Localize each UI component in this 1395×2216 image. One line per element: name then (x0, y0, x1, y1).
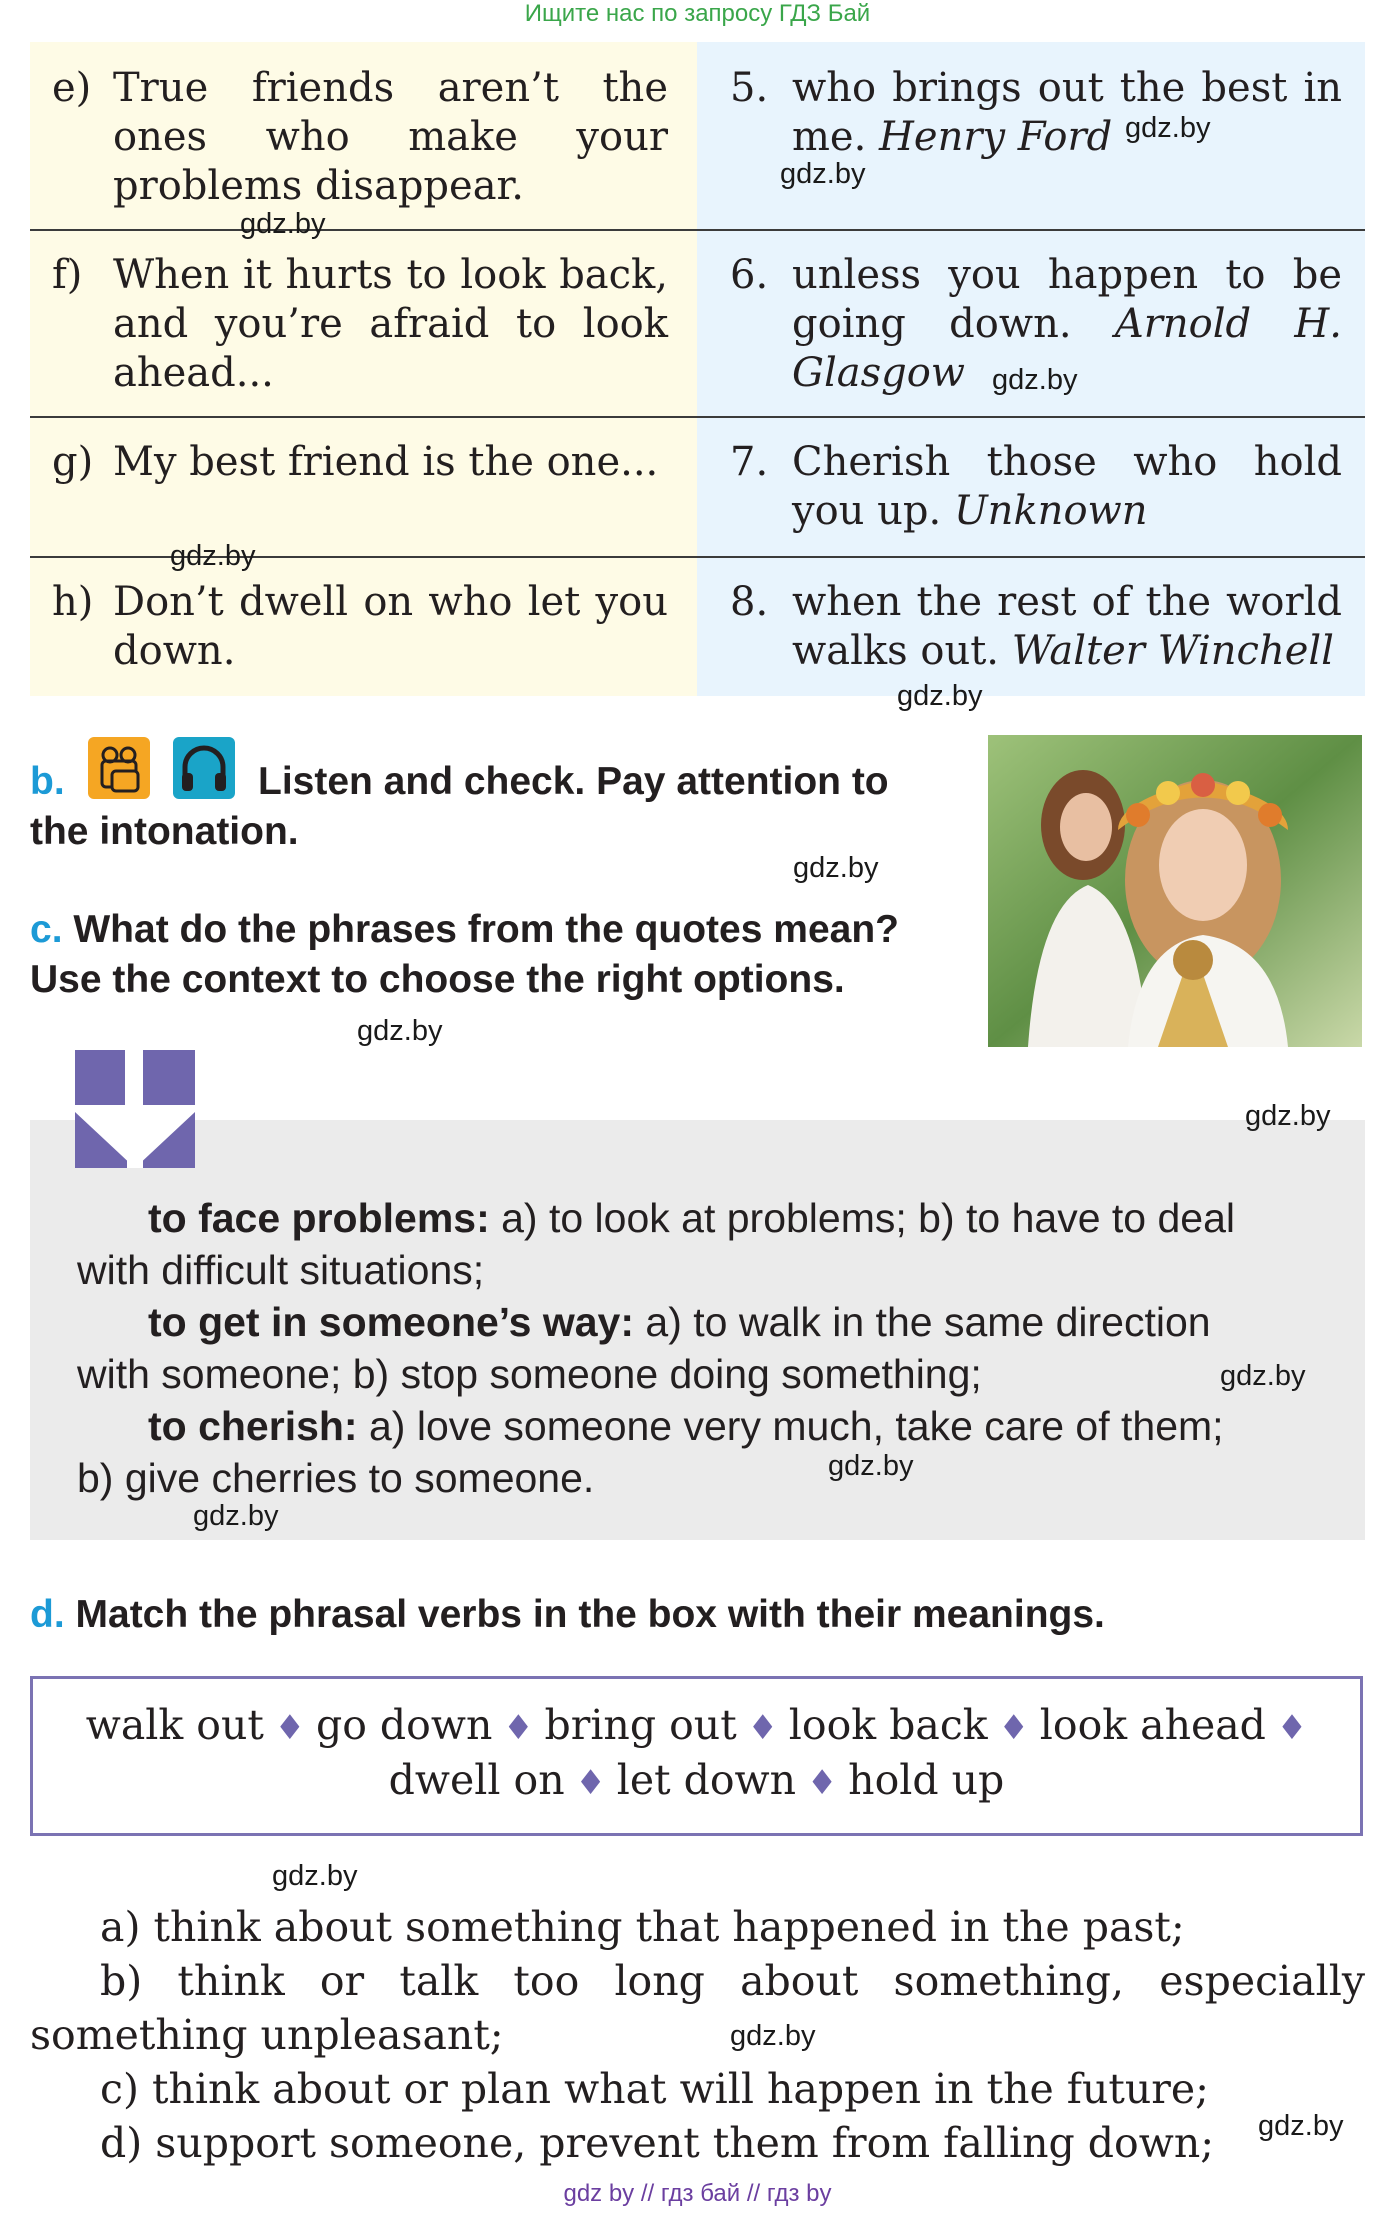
watermark: gdz.by (240, 208, 326, 240)
phrasal-verbs-line1 (33, 1701, 1360, 1749)
watermark: gdz.by (1258, 2110, 1344, 2142)
quote-right-text: unless you happen to be going down. Arnold H. Glasgow (792, 252, 1343, 396)
meaning-d: d) support someone, prevent them from falling down; (100, 2119, 1215, 2167)
section-c-line2: Use the context to choose the right options. (30, 958, 845, 1001)
down-arrow-icon (75, 1050, 195, 1168)
section-b-line2: the intonation. (30, 810, 299, 853)
quote-author: Walter Winchell (1011, 628, 1334, 674)
section-b-letter: b. (30, 760, 65, 803)
quote-row (30, 231, 1365, 417)
quote-letter: e) (52, 65, 92, 111)
girls-wreath-photo (988, 735, 1362, 1047)
meaning-c: c) think about or plan what will happen in the future; (100, 2065, 1209, 2113)
option-get-in-way-line1: to get in someone’s way: a) to walk in the same direction (148, 1299, 1211, 1345)
quote-number: 6. (730, 252, 769, 298)
watermark: gdz.by (793, 852, 879, 884)
quote-letter: f) (52, 252, 83, 298)
diamond-separator-icon: ♦ (492, 1708, 545, 1748)
quote-right-text: Cherish those who hold you up. Unknown (792, 439, 1342, 534)
quote-letter: g) (52, 439, 94, 485)
phrasal-verb: let down (616, 1756, 797, 1804)
quote-letter: h) (52, 579, 94, 625)
option-cherish-line1: to cherish: a) love someone very much, take care of them; (148, 1403, 1224, 1449)
headphones-icon (173, 737, 235, 799)
watermark: gdz.by (828, 1450, 914, 1482)
phrasal-verb: bring out (544, 1701, 737, 1749)
quote-author: Unknown (953, 488, 1148, 534)
diamond-separator-icon: ♦ (736, 1708, 789, 1748)
quote-row (30, 418, 1365, 557)
option-face-problems-line1: to face problems: a) to look at problems; b) to have to deal (148, 1195, 1235, 1241)
meaning-b-line2: something unpleasant; (30, 2011, 504, 2059)
group-work-icon (88, 737, 150, 799)
option-get-in-way-line2: with someone; b) stop someone doing something; (77, 1351, 982, 1397)
quote-left-text: When it hurts to look back, and you’re afraid to look ahead... (113, 252, 668, 396)
quote-author: Arnold H. Glasgow (792, 301, 1343, 396)
quote-left-text: My best friend is the one... (113, 439, 659, 485)
watermark: gdz.by (170, 540, 256, 572)
diamond-separator-icon: ♦ (263, 1708, 316, 1748)
phrasal-verbs-line2 (33, 1756, 1360, 1804)
diamond-separator-icon: ♦ (1265, 1708, 1308, 1748)
quote-row (30, 558, 1365, 696)
meaning-b-line1: b) think or talk too long about something, especially (100, 1957, 1365, 2005)
section-c-line1: c. What do the phrases from the quotes mean? (30, 908, 899, 951)
option-cherish-line2: b) give cherries to someone. (77, 1455, 595, 1501)
phrasal-verb: go down (315, 1701, 493, 1749)
phrasal-verb: hold up (848, 1756, 1005, 1804)
watermark: gdz.by (1245, 1100, 1331, 1132)
footer-links[interactable]: gdz by // гдз бай // гдз by (563, 2180, 832, 2207)
phrasal-verb: look ahead (1039, 1701, 1266, 1749)
phrasal-verb: dwell on (388, 1756, 565, 1804)
quote-right-text: who brings out the best in me. Henry Ford (792, 65, 1342, 160)
quote-number: 7. (730, 439, 769, 485)
watermark: gdz.by (1220, 1360, 1306, 1392)
quote-right-text: when the rest of the world walks out. Walter Winchell (792, 579, 1342, 674)
quote-author: Henry Ford (879, 114, 1113, 160)
diamond-separator-icon: ♦ (564, 1763, 617, 1803)
quote-left-text: True friends aren’t the ones who make your problems disappear. (113, 65, 668, 209)
watermark: gdz.by (992, 364, 1078, 396)
phrasal-verb: look back (788, 1701, 988, 1749)
watermark: gdz.by (730, 2020, 816, 2052)
diamond-separator-icon: ♦ (987, 1708, 1040, 1748)
watermark: gdz.by (897, 680, 983, 712)
phrasal-verb: walk out (85, 1701, 264, 1749)
watermark: gdz.by (780, 158, 866, 190)
watermark: gdz.by (357, 1015, 443, 1047)
section-b-line1: Listen and check. Pay attention to (258, 760, 889, 803)
quote-number: 5. (730, 65, 769, 111)
quote-number: 8. (730, 579, 769, 625)
meaning-a: a) think about something that happened in the past; (100, 1903, 1185, 1951)
watermark: gdz.by (193, 1500, 279, 1532)
watermark: gdz.by (272, 1860, 358, 1892)
phrasal-verbs-box (30, 1676, 1363, 1836)
diamond-separator-icon: ♦ (796, 1763, 849, 1803)
quote-left-text: Don’t dwell on who let you down. (113, 579, 668, 674)
watermark: gdz.by (1125, 112, 1211, 144)
top-banner[interactable]: Ищите нас по запросу ГДЗ Бай (524, 0, 871, 27)
section-d-heading: d. Match the phrasal verbs in the box with their meanings. (30, 1593, 1105, 1636)
option-face-problems-line2: with difficult situations; (77, 1247, 485, 1293)
